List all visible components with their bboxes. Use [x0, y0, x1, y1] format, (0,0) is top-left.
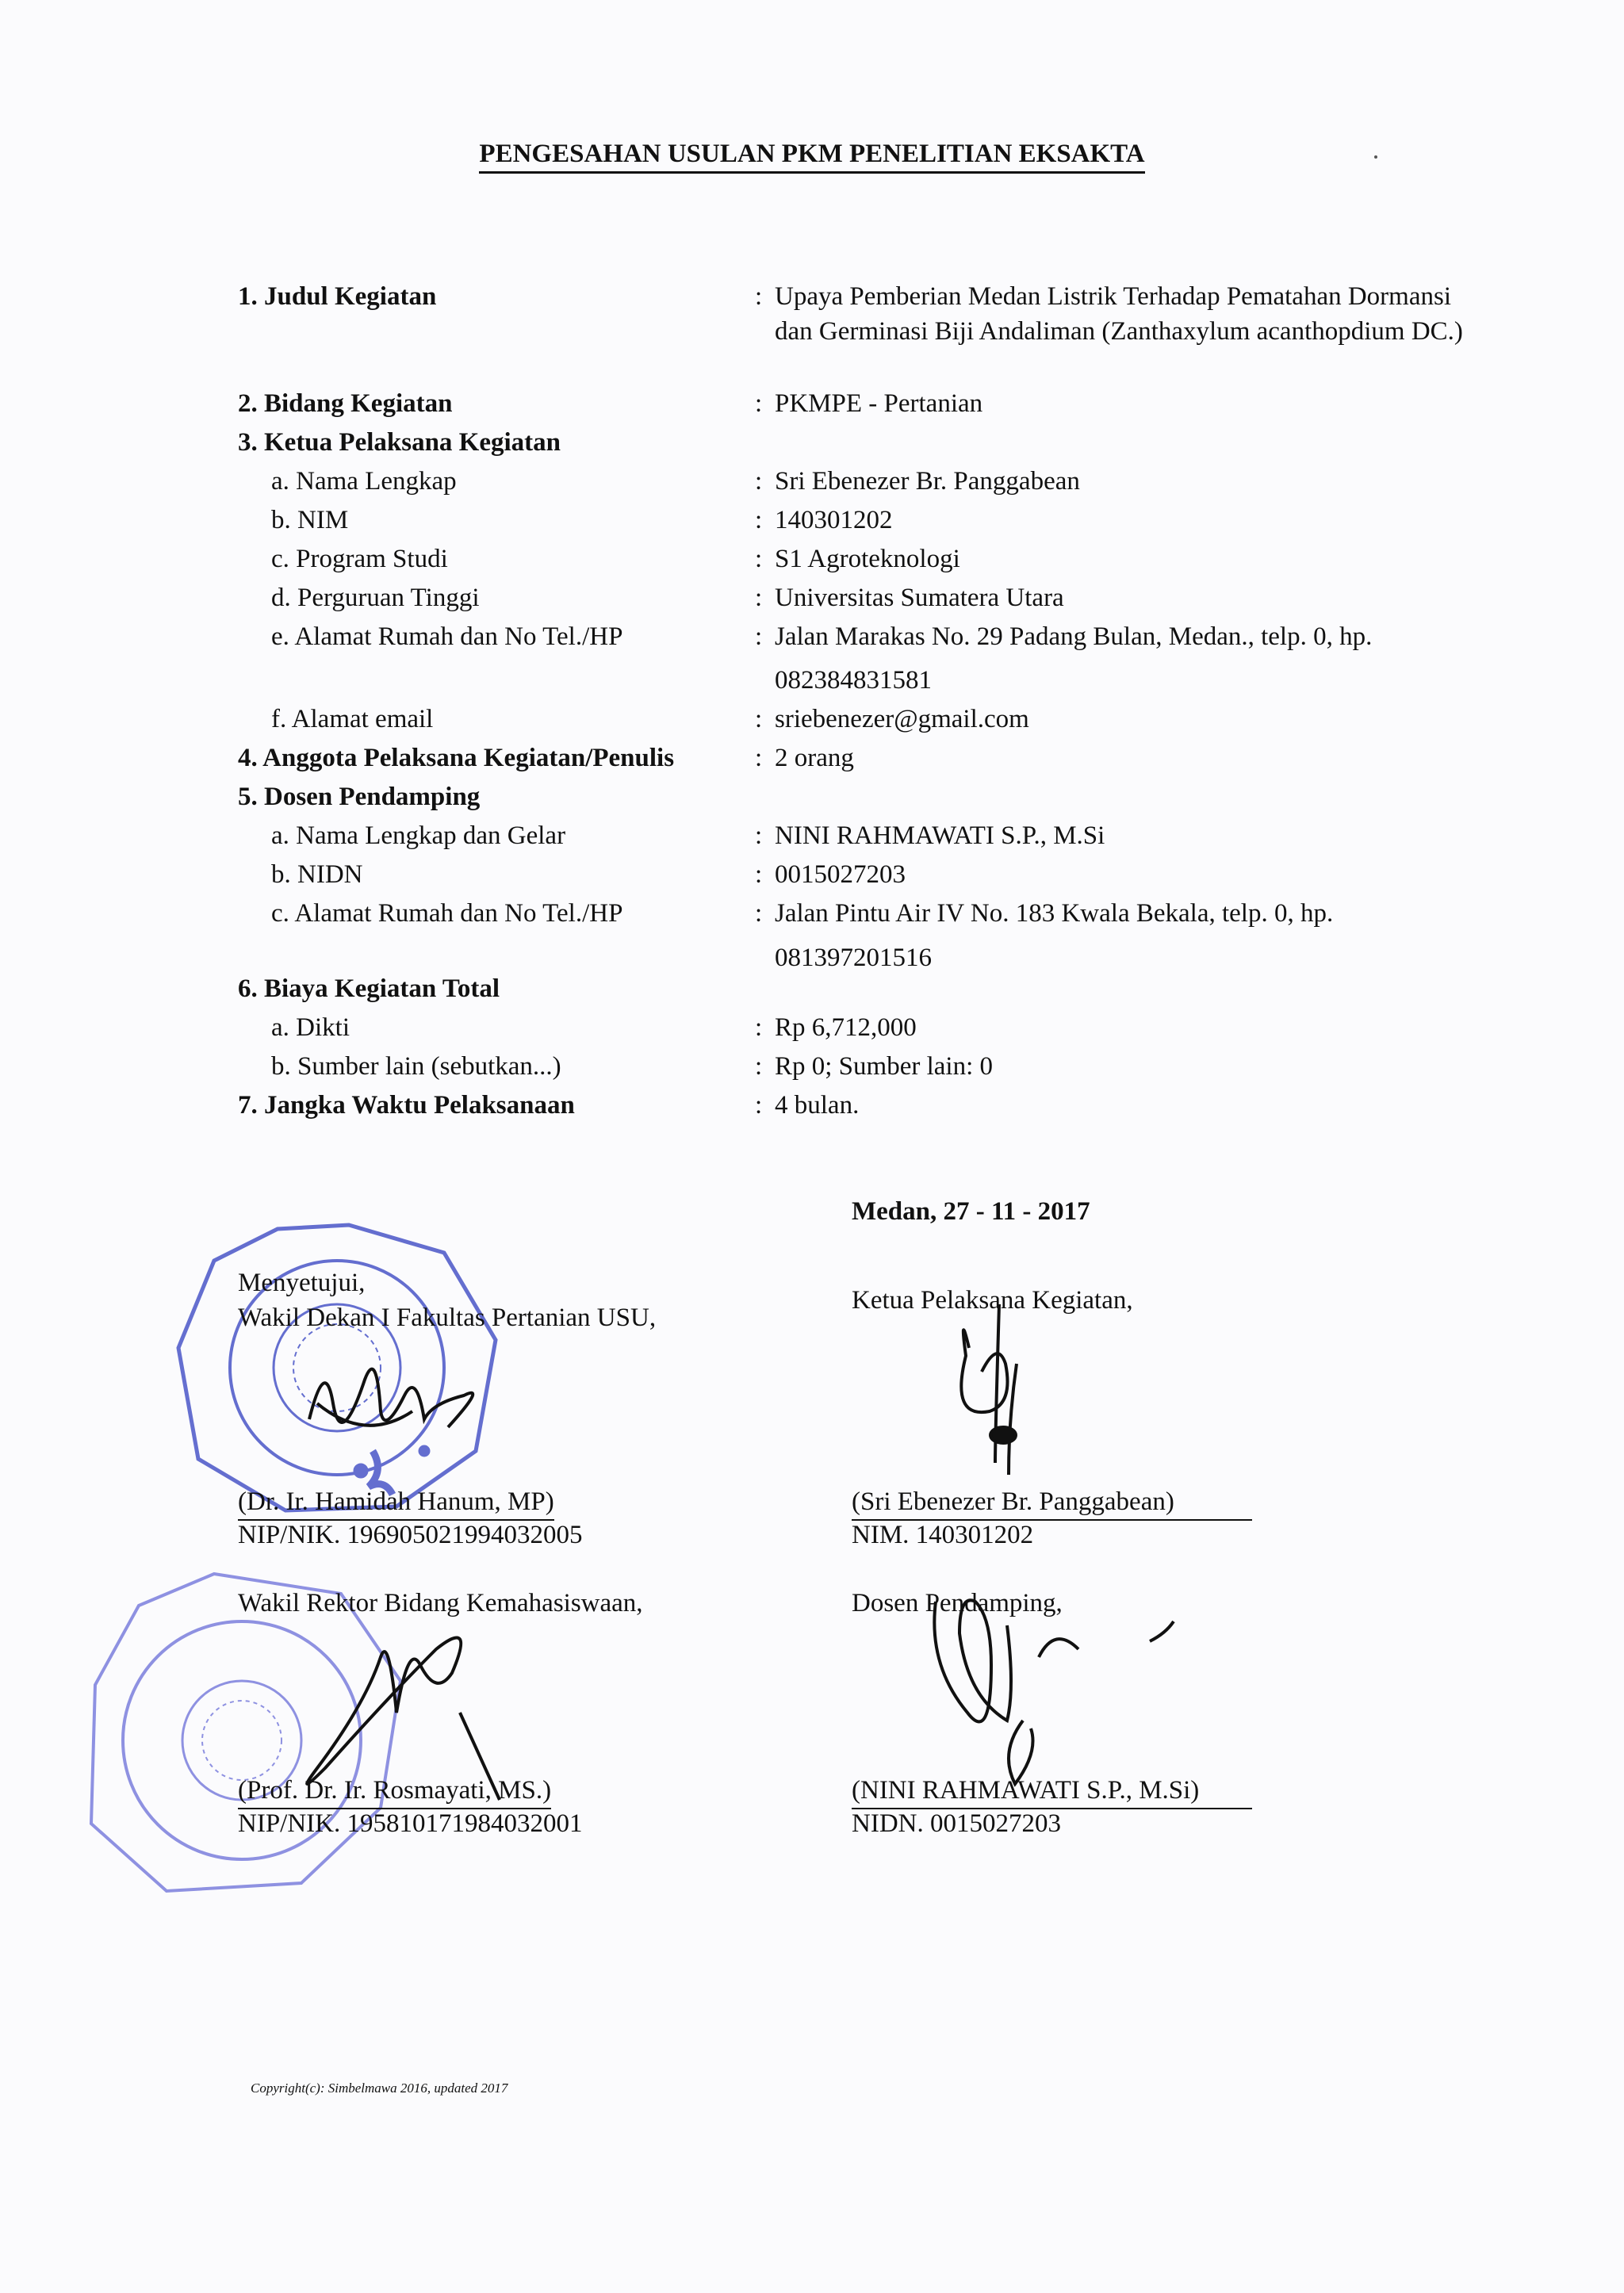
row-label: c. Program Studi	[271, 545, 448, 573]
row-label: b. Sumber lain (sebutkan...)	[271, 1052, 561, 1081]
rektor-id: NIP/NIK. 195810171984032001	[238, 1809, 583, 1838]
row-value: Sri Ebenezer Br. Panggabean	[775, 467, 1080, 496]
copyright-footer: Copyright(c): Simbelmawa 2016, updated 2017	[251, 2081, 508, 2096]
row-colon: :	[755, 899, 763, 928]
row-value: Upaya Pemberian Medan Listrik Terhadap Pematahan Dormansi dan Germinasi Biji Andaliman (Zanthaxylum acanthopdium DC.)	[775, 282, 1463, 346]
rektor-role: Wakil Rektor Bidang Kemahasiswaan,	[238, 1589, 643, 1617]
row-label: 6. Biaya Kegiatan Total	[238, 974, 500, 1003]
row-value: Rp 0; Sumber lain: 0	[775, 1052, 993, 1081]
page-title: PENGESAHAN USULAN PKM PENELITIAN EKSAKTA	[0, 140, 1624, 169]
row-colon: :	[755, 584, 763, 612]
row-colon: :	[755, 545, 763, 573]
row-label: f. Alamat email	[271, 705, 434, 733]
row-label: e. Alamat Rumah dan No Tel./HP	[271, 622, 623, 651]
row-label: 4. Anggota Pelaksana Kegiatan/Penulis	[238, 744, 675, 772]
signature-dekan	[309, 1369, 473, 1427]
row-value: 4 bulan.	[775, 1091, 860, 1120]
row-label: 3. Ketua Pelaksana Kegiatan	[238, 428, 561, 457]
row-colon: :	[755, 622, 763, 651]
rektor-name: (Prof. Dr. Ir. Rosmayati, MS.)	[238, 1773, 551, 1809]
row-label: c. Alamat Rumah dan No Tel./HP	[271, 899, 623, 928]
row-colon: :	[755, 1052, 763, 1081]
row-colon: :	[755, 1013, 763, 1042]
row-colon: :	[755, 1091, 763, 1120]
dosen-id: NIDN. 0015027203	[852, 1809, 1061, 1838]
row-label: 5. Dosen Pendamping	[238, 783, 481, 811]
signature-ketua	[961, 1304, 1017, 1475]
approval-label: Menyetujui,	[238, 1269, 366, 1297]
row-colon: :	[755, 860, 763, 889]
row-colon: :	[755, 506, 763, 534]
row-label: a. Nama Lengkap	[271, 467, 457, 496]
signature-dosen	[934, 1600, 1174, 1784]
row-value: Universitas Sumatera Utara	[775, 584, 1064, 612]
row-colon: :	[755, 705, 763, 733]
row-colon: :	[755, 821, 763, 850]
dekan-id: NIP/NIK. 196905021994032005	[238, 1521, 583, 1549]
row-label: b. NIDN	[271, 860, 363, 889]
row-label: b. NIM	[271, 506, 349, 534]
place-date: Medan, 27 - 11 - 2017	[852, 1197, 1090, 1226]
row-colon: :	[755, 744, 763, 772]
row-colon: :	[755, 389, 763, 418]
row-label: a. Dikti	[271, 1013, 350, 1042]
row-value: S1 Agroteknologi	[775, 545, 960, 573]
row-value: 2 orang	[775, 744, 854, 772]
dekan-role: Wakil Dekan I Fakultas Pertanian USU,	[238, 1303, 657, 1332]
row-label: 2. Bidang Kegiatan	[238, 389, 453, 418]
rector-stamp	[91, 1574, 400, 1891]
row-value: NINI RAHMAWATI S.P., M.Si	[775, 821, 1105, 850]
row-label: 7. Jangka Waktu Pelaksanaan	[238, 1091, 575, 1120]
ketua-name: (Sri Ebenezer Br. Panggabean)	[852, 1484, 1252, 1521]
dekan-name: (Dr. Ir. Hamidah Hanum, MP)	[238, 1484, 554, 1521]
row-value-continued: 081397201516	[775, 944, 932, 972]
row-value-continued: 082384831581	[775, 666, 932, 695]
dosen-role: Dosen Pendamping,	[852, 1589, 1063, 1617]
row-value: 140301202	[775, 506, 893, 534]
row-label: 1. Judul Kegiatan	[238, 282, 437, 311]
row-value: sriebenezer@gmail.com	[775, 705, 1029, 733]
row-label: d. Perguruan Tinggi	[271, 584, 480, 612]
row-colon: :	[755, 467, 763, 496]
row-value: PKMPE - Pertanian	[775, 389, 983, 418]
row-value: Rp 6,712,000	[775, 1013, 917, 1042]
ketua-id: NIM. 140301202	[852, 1521, 1034, 1549]
row-colon: :	[755, 282, 763, 311]
row-label: a. Nama Lengkap dan Gelar	[271, 821, 566, 850]
row-value: 0015027203	[775, 860, 906, 889]
ketua-role: Ketua Pelaksana Kegiatan,	[852, 1286, 1133, 1315]
row-value: Jalan Marakas No. 29 Padang Bulan, Medan., telp. 0, hp.	[775, 622, 1373, 651]
row-value: Jalan Pintu Air IV No. 183 Kwala Bekala, telp. 0, hp.	[775, 899, 1334, 928]
dosen-name: (NINI RAHMAWATI S.P., M.Si)	[852, 1773, 1252, 1809]
